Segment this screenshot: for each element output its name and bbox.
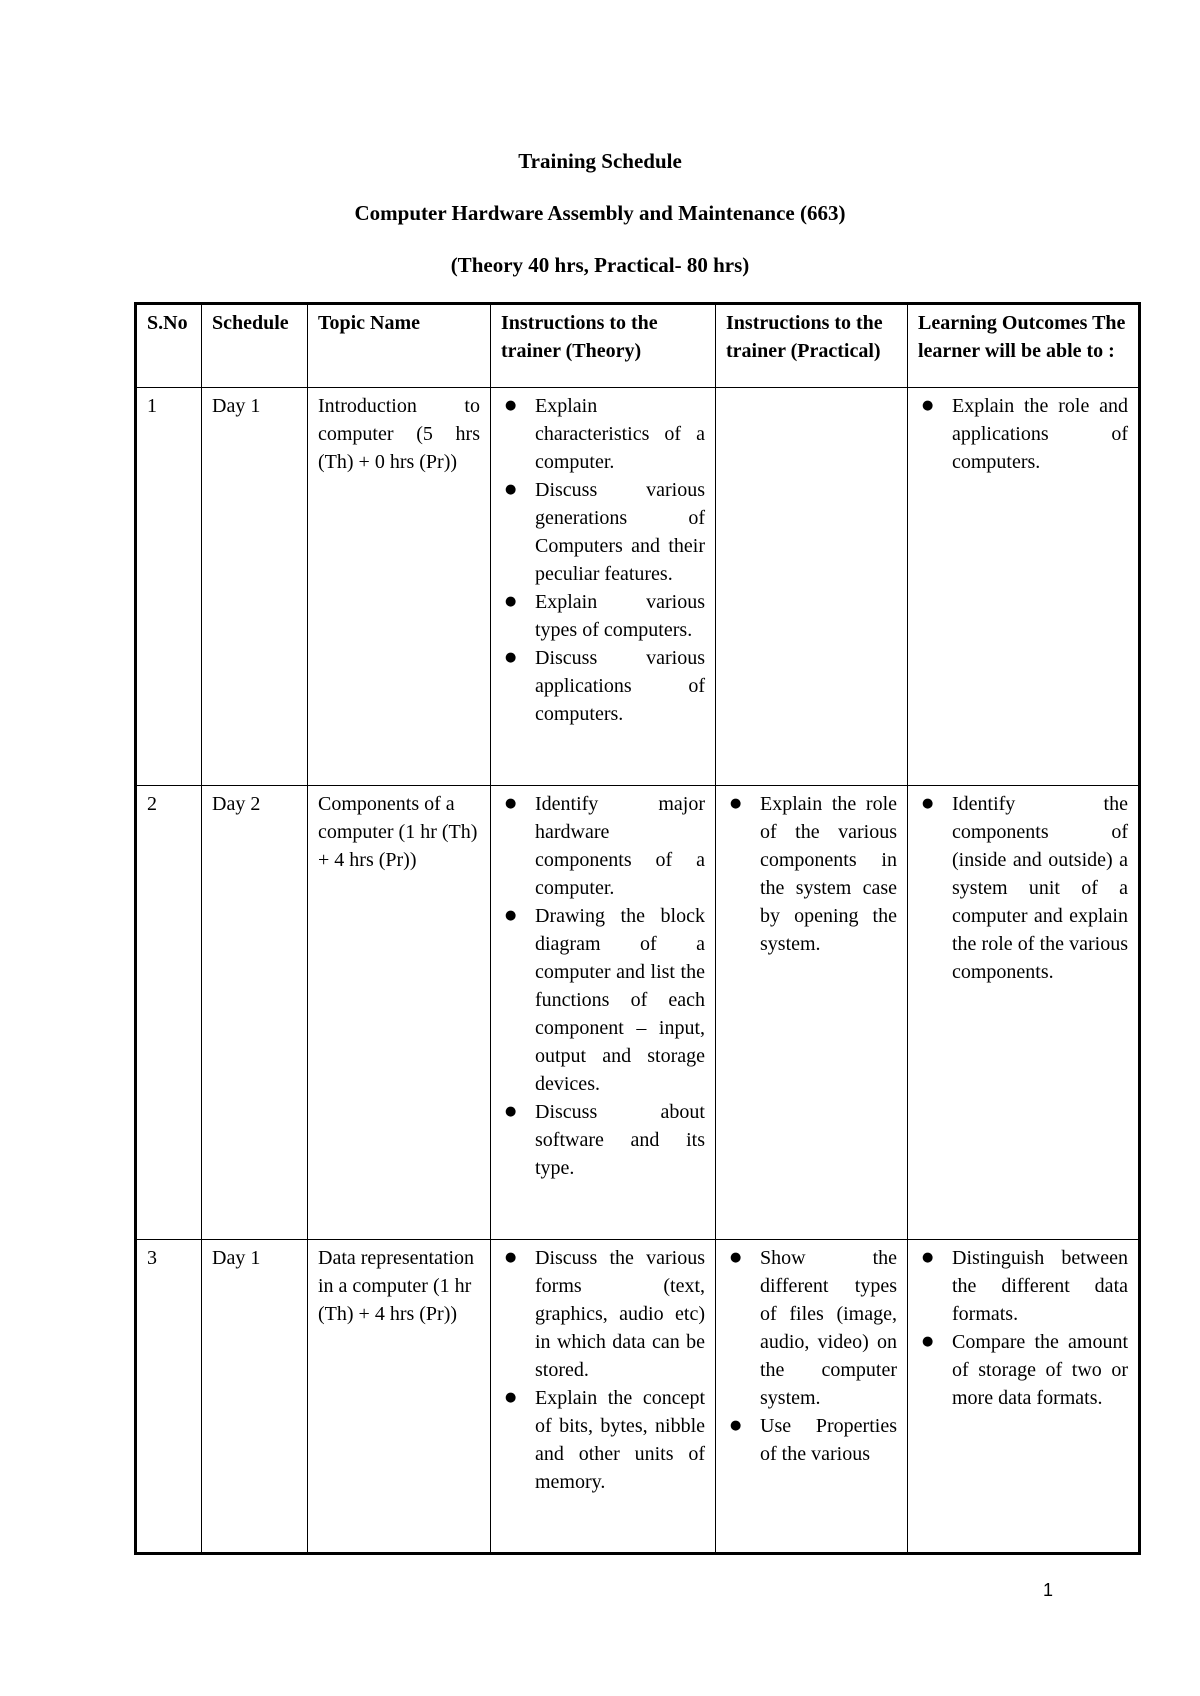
list-item: ● Compare the amount of storage of two or more data formats. [952, 1328, 1128, 1412]
header-sno: S.No [136, 304, 202, 388]
table-row [136, 786, 1140, 1240]
cell-sno: 2 [136, 786, 202, 1240]
cell-topic: Components of a computer (1 hr (Th) + 4 hrs (Pr)) [308, 786, 491, 1240]
list-item: ● Explain various types of computers. [535, 588, 705, 644]
list-item: ● Drawing the block diagram of a computer and list the functions of each component – input, output and storage devices. [535, 902, 705, 1098]
table-header-row [136, 304, 1140, 388]
cell-practical [716, 1240, 908, 1554]
list-item: ● Discuss various applications of computers. [535, 644, 705, 728]
list-item: ● Explain the role and applications of computers. [952, 392, 1128, 476]
list-item: ● Use Properties of the various [760, 1412, 897, 1468]
cell-theory [491, 388, 716, 786]
table-row [136, 1240, 1140, 1554]
header-practical: Instructions to the trainer (Practical) [716, 304, 908, 388]
cell-theory [491, 1240, 716, 1554]
list-item: ● Explain the role of the various components in the system case by opening the system. [760, 790, 897, 958]
header-theory: Instructions to the trainer (Theory) [491, 304, 716, 388]
cell-topic: Introduction to computer (5 hrs (Th) + 0 hrs (Pr)) [308, 388, 491, 786]
list-item: ● Identify major hardware components of a computer. [535, 790, 705, 902]
document-title: Training Schedule [518, 149, 682, 173]
list-item: ● Discuss various generations of Computers and their peculiar features. [535, 476, 705, 588]
cell-outcomes [908, 786, 1140, 1240]
cell-sno: 3 [136, 1240, 202, 1554]
list-item: ● Show the different types of files (image, audio, video) on the computer system. [760, 1244, 897, 1412]
cell-outcomes [908, 1240, 1140, 1554]
training-schedule-table [134, 302, 1141, 1555]
course-title: Computer Hardware Assembly and Maintenance (663) [354, 201, 846, 225]
header-outcomes: Learning Outcomes The learner will be able to : [908, 304, 1140, 388]
cell-schedule: Day 1 [202, 1240, 308, 1554]
list-item: ● Explain characteristics of a computer. [535, 392, 705, 476]
list-item: ● Identify the components of (inside and outside) a system unit of a computer and explain the role of the various components. [952, 790, 1128, 986]
list-item: ● Explain the concept of bits, bytes, nibble and other units of memory. [535, 1384, 705, 1496]
cell-schedule: Day 1 [202, 388, 308, 786]
cell-theory [491, 786, 716, 1240]
cell-practical [716, 786, 908, 1240]
list-item: ● Discuss the various forms (text, graphics, audio etc) in which data can be stored. [535, 1244, 705, 1384]
cell-schedule: Day 2 [202, 786, 308, 1240]
list-item: ● Distinguish between the different data formats. [952, 1244, 1128, 1328]
course-hours: (Theory 40 hrs, Practical- 80 hrs) [450, 253, 750, 277]
table-row [136, 388, 1140, 786]
page-number: 1 [1043, 1580, 1054, 1600]
header-topic: Topic Name [308, 304, 491, 388]
list-item: ● Discuss about software and its type. [535, 1098, 705, 1182]
cell-practical [716, 388, 908, 786]
header-schedule: Schedule [202, 304, 308, 388]
cell-outcomes [908, 388, 1140, 786]
cell-topic: Data representation in a computer (1 hr (Th) + 4 hrs (Pr)) [308, 1240, 491, 1554]
cell-sno: 1 [136, 388, 202, 786]
